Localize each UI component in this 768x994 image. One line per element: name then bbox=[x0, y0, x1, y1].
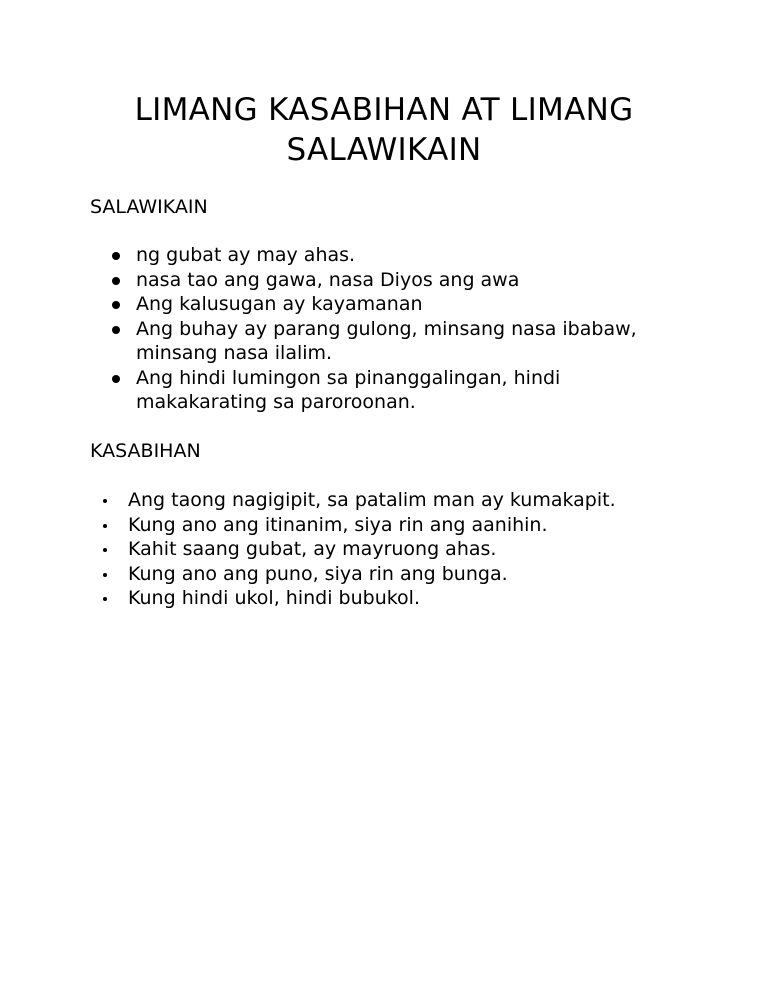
list-item bbox=[90, 562, 690, 587]
list-item-text: Ang buhay ay parang gulong, minsang nasa ibabaw, minsang nasa ilalim. bbox=[136, 317, 637, 364]
list-item-text: Kahit saang gubat, ay mayruong ahas. bbox=[128, 538, 497, 560]
bullet-icon bbox=[112, 277, 120, 285]
list-item bbox=[90, 317, 690, 366]
section-heading-kasabihan: KASABIHAN bbox=[90, 440, 201, 462]
list-item bbox=[90, 537, 690, 562]
bullet-icon bbox=[112, 375, 120, 383]
list-item-text: ng gubat ay may ahas. bbox=[136, 244, 356, 266]
list-item bbox=[90, 243, 690, 268]
salawikain-list bbox=[90, 243, 690, 415]
bullet-icon bbox=[103, 548, 107, 552]
bullet-icon bbox=[112, 326, 120, 334]
section-heading-salawikain: SALAWIKAIN bbox=[90, 196, 208, 218]
list-item bbox=[90, 488, 690, 513]
list-item-text: Kung ano ang puno, siya rin ang bunga. bbox=[128, 562, 508, 585]
kasabihan-list bbox=[90, 488, 690, 611]
list-item bbox=[90, 268, 690, 293]
list-item-text: Ang taong nagigipit, sa patalim man ay kumakapit. bbox=[128, 489, 616, 511]
bullet-icon bbox=[103, 573, 107, 577]
bullet-icon bbox=[112, 301, 120, 309]
list-item bbox=[90, 586, 690, 611]
page-title: LIMANG KASABIHAN AT LIMANG SALAWIKAIN bbox=[134, 92, 634, 168]
list-item-text: nasa tao ang gawa, nasa Diyos ang awa bbox=[136, 268, 520, 291]
list-item bbox=[90, 513, 690, 538]
bullet-icon bbox=[112, 252, 120, 260]
list-item bbox=[90, 292, 690, 317]
bullet-icon bbox=[103, 597, 107, 601]
bullet-icon bbox=[103, 499, 107, 503]
list-item bbox=[90, 366, 690, 415]
list-item-text: Ang hindi lumingon sa pinanggalingan, hindi makakarating sa paroroonan. bbox=[136, 366, 561, 413]
list-item-text: Kung ano ang itinanim, siya rin ang aanihin. bbox=[128, 513, 548, 536]
list-item-text: Kung hindi ukol, hindi bubukol. bbox=[128, 587, 421, 609]
list-item-text: Ang kalusugan ay kayamanan bbox=[136, 293, 423, 315]
bullet-icon bbox=[103, 524, 107, 528]
